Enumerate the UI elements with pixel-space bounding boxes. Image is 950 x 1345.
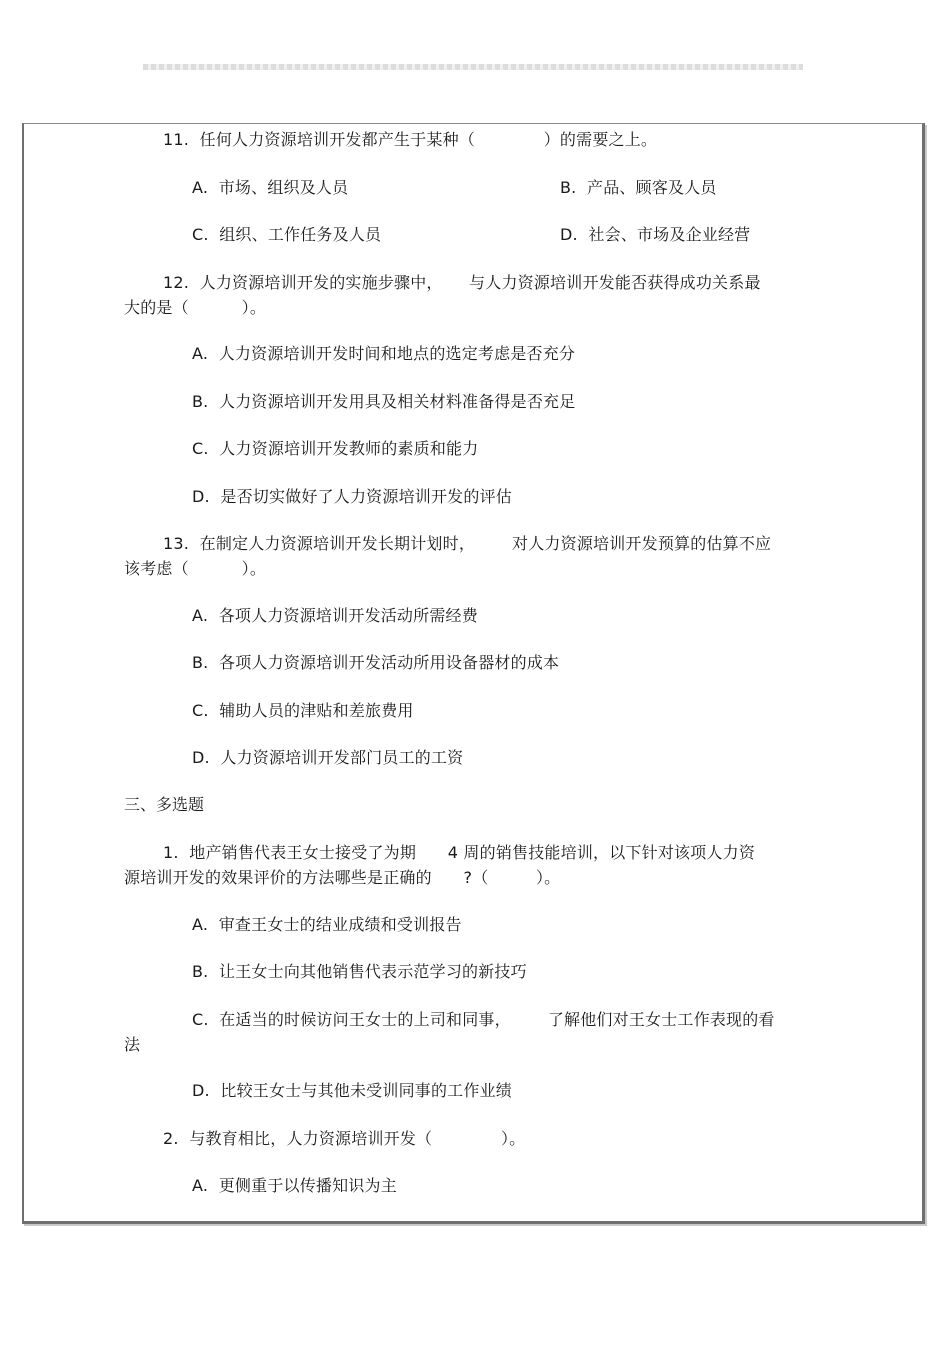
question-12-option-a: A. 人力资源培训开发时间和地点的选定考虑是否充分 (192, 344, 576, 363)
question-13-option-d: D. 人力资源培训开发部门员工的工资 (192, 748, 464, 767)
section-heading: 三、多选题 (124, 795, 205, 814)
question-13-option-b: B. 各项人力资源培训开发活动所用设备器材的成本 (192, 653, 560, 672)
question-12-stem-line1: 12. 人力资源培训开发的实施步骤中， 与人力资源培训开发能否获得成功关系最 (163, 273, 761, 292)
question-12-option-d: D. 是否切实做好了人力资源培训开发的评估 (192, 487, 512, 506)
question-11-option-c: C. 组织、工作任务及人员 (192, 225, 382, 244)
blurred-page-header (143, 64, 803, 70)
question-12-option-b: B. 人力资源培训开发用具及相关材料准备得是否充足 (192, 392, 576, 411)
question-11-option-d: D. 社会、市场及企业经营 (560, 225, 751, 244)
question-13-option-a: A. 各项人力资源培训开发活动所需经费 (192, 606, 478, 625)
question-13-stem-line2: 该考虑（ ）。 (124, 559, 267, 578)
multi-question-2-option-a: A. 更侧重于以传播知识为主 (192, 1176, 397, 1195)
multi-question-1-stem-line2: 源培训开发的效果评价的方法哪些是正确的 ?（ ）。 (124, 868, 561, 887)
question-11-stem: 11. 任何人力资源培训开发都产生于某种（ ）的需要之上。 (163, 130, 658, 149)
question-13-option-c: C. 辅助人员的津贴和差旅费用 (192, 701, 414, 720)
multi-question-1-option-b: B. 让王女士向其他销售代表示范学习的新技巧 (192, 962, 527, 981)
multi-question-1-option-d: D. 比较王女士与其他未受训同事的工作业绩 (192, 1081, 512, 1100)
multi-question-1-stem-line1: 1. 地产销售代表王女士接受了为期 4 周的销售技能培训，以下针对该项人力资 (163, 843, 756, 862)
multi-question-1-option-c-line1: C. 在适当的时候访问王女士的上司和同事， 了解他们对王女士工作表现的看 (192, 1010, 775, 1029)
question-12-stem-line2: 大的是（ ）。 (124, 298, 267, 317)
question-11-option-a: A. 市场、组织及人员 (192, 178, 349, 197)
multi-question-1-option-c-line2: 法 (124, 1035, 141, 1054)
question-11-option-b: B. 产品、顾客及人员 (560, 178, 717, 197)
multi-question-1-option-a: A. 审查王女士的结业成绩和受训报告 (192, 915, 462, 934)
question-13-stem-line1: 13. 在制定人力资源培训开发长期计划时， 对人力资源培训开发预算的估算不应 (163, 534, 772, 553)
multi-question-2-stem: 2. 与教育相比，人力资源培训开发（ ）。 (163, 1129, 526, 1148)
question-12-option-c: C. 人力资源培训开发教师的素质和能力 (192, 439, 479, 458)
